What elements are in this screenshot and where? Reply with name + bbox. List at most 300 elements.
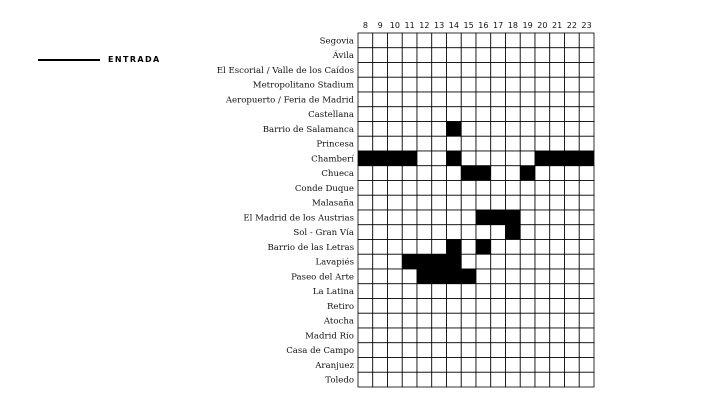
schedule-cell-empty (565, 358, 580, 373)
schedule-cell-filled (476, 240, 491, 255)
schedule-cell-empty (565, 254, 580, 269)
schedule-cell-empty (447, 166, 462, 181)
schedule-cell-empty (579, 284, 594, 299)
schedule-cell-empty (491, 269, 506, 284)
schedule-cell-empty (432, 284, 447, 299)
schedule-cell-empty (491, 254, 506, 269)
schedule-cell-empty (373, 77, 388, 92)
schedule-cell-filled (388, 151, 403, 166)
schedule-cell-empty (358, 181, 373, 196)
schedule-cell-empty (402, 63, 417, 78)
schedule-cell-empty (476, 33, 491, 48)
schedule-cell-filled (520, 166, 535, 181)
schedule-cell-empty (476, 151, 491, 166)
schedule-cell-empty (402, 343, 417, 358)
schedule-cell-empty (373, 343, 388, 358)
schedule-cell-filled (358, 151, 373, 166)
location-labels (217, 36, 355, 385)
location-label-barrio-de-las-letras: Barrio de las Letras (267, 242, 354, 253)
location-label-princesa: Princesa (316, 139, 354, 150)
schedule-cell-empty (476, 358, 491, 373)
schedule-cell-empty (461, 210, 476, 225)
schedule-cell-empty (535, 328, 550, 343)
schedule-cell-empty (579, 225, 594, 240)
location-label-castellana: Castellana (308, 110, 354, 121)
schedule-cell-empty (565, 299, 580, 314)
location-label-segovia: Segovia (319, 36, 354, 47)
schedule-cell-empty (417, 63, 432, 78)
schedule-cell-empty (417, 77, 432, 92)
schedule-cell-empty (358, 328, 373, 343)
schedule-cell-empty (358, 225, 373, 240)
schedule-cell-filled (476, 210, 491, 225)
schedule-cell-empty (506, 151, 521, 166)
schedule-cell-empty (447, 92, 462, 107)
schedule-cell-empty (417, 92, 432, 107)
schedule-cell-empty (579, 210, 594, 225)
schedule-cell-empty (579, 299, 594, 314)
schedule-cell-empty (579, 77, 594, 92)
schedule-cell-empty (417, 151, 432, 166)
schedule-cell-empty (565, 92, 580, 107)
schedule-cell-empty (506, 122, 521, 137)
schedule-cell-empty (461, 328, 476, 343)
schedule-cell-filled (417, 254, 432, 269)
schedule-cell-empty (447, 358, 462, 373)
schedule-cell-empty (535, 284, 550, 299)
location-label-sol-gran-via: Sol - Gran Vía (293, 228, 354, 239)
schedule-cell-empty (358, 166, 373, 181)
schedule-cell-empty (447, 63, 462, 78)
schedule-cell-empty (417, 284, 432, 299)
schedule-cell-empty (358, 77, 373, 92)
location-label-malasana: Malasaña (312, 198, 354, 209)
schedule-cell-empty (491, 343, 506, 358)
location-label-aeropuerto-feria-de-madrid: Aeropuerto / Feria de Madrid (225, 95, 354, 106)
schedule-cell-empty (565, 372, 580, 387)
location-label-chamberi: Chamberí (311, 154, 354, 165)
schedule-cell-empty (550, 284, 565, 299)
schedule-cell-empty (432, 33, 447, 48)
schedule-cell-empty (447, 299, 462, 314)
schedule-cell-empty (402, 48, 417, 63)
schedule-cell-empty (388, 343, 403, 358)
schedule-cell-empty (520, 136, 535, 151)
schedule-cell-empty (476, 92, 491, 107)
schedule-cell-empty (461, 63, 476, 78)
schedule-cell-empty (506, 284, 521, 299)
schedule-cell-empty (535, 48, 550, 63)
schedule-cell-empty (461, 122, 476, 137)
schedule-cell-empty (520, 63, 535, 78)
schedule-cell-empty (417, 299, 432, 314)
schedule-cell-empty (506, 181, 521, 196)
schedule-cell-empty (402, 328, 417, 343)
schedule-cell-empty (491, 33, 506, 48)
schedule-cell-empty (476, 63, 491, 78)
schedule-cell-empty (565, 136, 580, 151)
legend-label: ENTRADA (108, 55, 161, 64)
schedule-cell-empty (579, 181, 594, 196)
schedule-cell-empty (565, 166, 580, 181)
schedule-cell-filled (491, 210, 506, 225)
schedule-cell-empty (447, 328, 462, 343)
schedule-cell-empty (506, 166, 521, 181)
schedule-cell-empty (417, 181, 432, 196)
schedule-cell-empty (447, 48, 462, 63)
schedule-cell-empty (476, 181, 491, 196)
schedule-cell-empty (476, 372, 491, 387)
schedule-cell-empty (358, 284, 373, 299)
location-label-la-latina: La Latina (312, 287, 354, 298)
schedule-cell-empty (447, 284, 462, 299)
schedule-cell-empty (373, 166, 388, 181)
schedule-cell-empty (565, 63, 580, 78)
schedule-cell-empty (417, 122, 432, 137)
schedule-cell-empty (402, 122, 417, 137)
schedule-cell-empty (373, 254, 388, 269)
schedule-cell-filled (402, 254, 417, 269)
schedule-cell-empty (506, 372, 521, 387)
schedule-cell-empty (373, 122, 388, 137)
location-label-paseo-del-arte: Paseo del Arte (291, 272, 354, 283)
schedule-cell-empty (565, 33, 580, 48)
schedule-cell-empty (388, 358, 403, 373)
schedule-cell-empty (461, 151, 476, 166)
schedule-cell-empty (402, 92, 417, 107)
schedule-cell-empty (417, 313, 432, 328)
schedule-cell-empty (550, 122, 565, 137)
schedule-cell-empty (358, 92, 373, 107)
schedule-cell-empty (579, 372, 594, 387)
schedule-cell-empty (447, 313, 462, 328)
schedule-cell-empty (373, 92, 388, 107)
hour-label-15: 15 (463, 21, 474, 30)
schedule-cell-empty (491, 181, 506, 196)
schedule-cell-empty (358, 210, 373, 225)
hour-label-21: 21 (552, 21, 563, 30)
location-label-el-escorial-valle-de-los-caidos: El Escorial / Valle de los Caídos (216, 65, 354, 76)
schedule-cell-empty (565, 195, 580, 210)
schedule-cell-empty (417, 328, 432, 343)
schedule-cell-empty (491, 151, 506, 166)
schedule-cell-empty (447, 136, 462, 151)
schedule-cell-empty (402, 313, 417, 328)
schedule-cell-empty (388, 181, 403, 196)
schedule-cell-empty (358, 63, 373, 78)
schedule-cell-empty (388, 284, 403, 299)
hour-label-16: 16 (478, 21, 489, 30)
schedule-cell-empty (388, 77, 403, 92)
schedule-cell-empty (388, 107, 403, 122)
schedule-cell-empty (579, 92, 594, 107)
schedule-cell-empty (565, 48, 580, 63)
schedule-cell-empty (535, 343, 550, 358)
schedule-cell-empty (402, 77, 417, 92)
schedule-cell-empty (373, 372, 388, 387)
schedule-cell-empty (388, 92, 403, 107)
location-label-lavapies: Lavapiés (315, 257, 354, 268)
schedule-cell-empty (417, 358, 432, 373)
schedule-cell-empty (506, 328, 521, 343)
schedule-cell-empty (506, 343, 521, 358)
schedule-cell-empty (550, 328, 565, 343)
schedule-cell-empty (520, 181, 535, 196)
schedule-cell-empty (358, 240, 373, 255)
schedule-cell-empty (506, 195, 521, 210)
schedule-cell-empty (491, 299, 506, 314)
schedule-cell-empty (432, 181, 447, 196)
schedule-cell-empty (358, 372, 373, 387)
schedule-cell-empty (461, 225, 476, 240)
schedule-cell-empty (447, 107, 462, 122)
schedule-cell-empty (520, 269, 535, 284)
schedule-cell-empty (491, 122, 506, 137)
schedule-cell-empty (358, 358, 373, 373)
schedule-cell-empty (491, 240, 506, 255)
schedule-cell-empty (388, 63, 403, 78)
schedule-cell-empty (535, 136, 550, 151)
schedule-cell-empty (373, 358, 388, 373)
schedule-cell-empty (432, 195, 447, 210)
schedule-cell-empty (461, 372, 476, 387)
hour-label-18: 18 (507, 21, 518, 30)
schedule-cell-empty (520, 77, 535, 92)
schedule-cell-empty (535, 33, 550, 48)
schedule-cell-empty (579, 358, 594, 373)
schedule-cell-empty (579, 136, 594, 151)
schedule-cell-filled (461, 166, 476, 181)
schedule-cell-empty (520, 107, 535, 122)
schedule-cell-empty (402, 166, 417, 181)
schedule-cell-empty (550, 313, 565, 328)
schedule-cell-empty (506, 240, 521, 255)
schedule-cell-empty (550, 299, 565, 314)
schedule-cell-empty (491, 107, 506, 122)
schedule-cell-empty (491, 328, 506, 343)
schedule-cell-filled (447, 151, 462, 166)
schedule-cell-empty (373, 269, 388, 284)
schedule-cell-empty (447, 181, 462, 196)
schedule-cell-empty (447, 343, 462, 358)
schedule-cell-empty (447, 210, 462, 225)
schedule-cell-empty (520, 240, 535, 255)
schedule-cell-empty (550, 92, 565, 107)
schedule-cell-empty (579, 122, 594, 137)
schedule-cell-filled (447, 240, 462, 255)
schedule-cell-filled (550, 151, 565, 166)
schedule-cell-empty (432, 92, 447, 107)
schedule-cell-empty (535, 63, 550, 78)
schedule-cell-empty (373, 63, 388, 78)
schedule-cell-empty (417, 210, 432, 225)
schedule-cell-filled (432, 269, 447, 284)
schedule-cell-empty (565, 77, 580, 92)
schedule-cell-empty (388, 33, 403, 48)
location-label-el-madrid-de-los-austrias: El Madrid de los Austrias (243, 213, 354, 224)
schedule-cell-empty (358, 254, 373, 269)
schedule-cell-empty (432, 122, 447, 137)
schedule-cell-empty (550, 210, 565, 225)
schedule-cell-empty (476, 77, 491, 92)
schedule-cell-empty (417, 166, 432, 181)
schedule-cell-empty (550, 358, 565, 373)
schedule-cell-filled (447, 122, 462, 137)
schedule-cell-empty (417, 225, 432, 240)
schedule-cell-empty (535, 225, 550, 240)
schedule-cell-empty (461, 48, 476, 63)
schedule-cell-empty (417, 372, 432, 387)
schedule-cell-empty (358, 195, 373, 210)
schedule-cell-empty (520, 33, 535, 48)
schedule-cell-empty (491, 77, 506, 92)
schedule-cell-empty (535, 313, 550, 328)
schedule-cell-empty (417, 107, 432, 122)
schedule-cell-empty (476, 48, 491, 63)
schedule-cell-empty (461, 33, 476, 48)
schedule-cell-empty (388, 195, 403, 210)
schedule-cell-empty (491, 166, 506, 181)
schedule-cell-empty (565, 107, 580, 122)
schedule-cell-empty (373, 210, 388, 225)
schedule-cell-empty (358, 343, 373, 358)
schedule-cell-empty (432, 210, 447, 225)
schedule-cell-empty (550, 195, 565, 210)
schedule-cell-empty (565, 313, 580, 328)
schedule-cell-empty (535, 107, 550, 122)
schedule-cell-empty (432, 343, 447, 358)
schedule-cell-empty (506, 254, 521, 269)
schedule-cell-empty (520, 92, 535, 107)
schedule-cell-empty (535, 122, 550, 137)
schedule-cell-empty (402, 107, 417, 122)
schedule-cell-empty (388, 210, 403, 225)
schedule-cell-empty (579, 343, 594, 358)
schedule-cell-empty (491, 225, 506, 240)
schedule-cell-empty (579, 33, 594, 48)
schedule-cell-empty (402, 181, 417, 196)
schedule-cell-empty (447, 33, 462, 48)
location-label-chueca: Chueca (321, 169, 354, 180)
schedule-cell-empty (579, 195, 594, 210)
schedule-cell-empty (388, 313, 403, 328)
schedule-cell-empty (491, 372, 506, 387)
schedule-cell-empty (506, 299, 521, 314)
schedule-cell-empty (506, 107, 521, 122)
schedule-cell-empty (432, 240, 447, 255)
schedule-cell-empty (520, 151, 535, 166)
schedule-cell-empty (535, 254, 550, 269)
schedule-cell-empty (476, 284, 491, 299)
schedule-cell-empty (520, 358, 535, 373)
schedule-cell-empty (565, 269, 580, 284)
hour-label-13: 13 (434, 21, 445, 30)
schedule-cell-empty (388, 122, 403, 137)
schedule-cell-empty (506, 313, 521, 328)
schedule-cell-empty (402, 299, 417, 314)
schedule-cell-empty (520, 195, 535, 210)
location-label-retiro: Retiro (326, 301, 354, 312)
schedule-cell-empty (476, 269, 491, 284)
schedule-cell-empty (535, 77, 550, 92)
schedule-cell-empty (535, 299, 550, 314)
schedule-cell-empty (373, 328, 388, 343)
schedule-cell-empty (520, 254, 535, 269)
schedule-cell-empty (388, 299, 403, 314)
schedule-cell-empty (491, 358, 506, 373)
schedule-cell-empty (535, 372, 550, 387)
schedule-cell-empty (417, 195, 432, 210)
schedule-cell-empty (461, 181, 476, 196)
schedule-cell-empty (550, 48, 565, 63)
schedule-cell-filled (373, 151, 388, 166)
schedule-cell-filled (402, 151, 417, 166)
hour-label-9: 9 (377, 21, 383, 30)
schedule-cell-empty (550, 166, 565, 181)
schedule-cell-empty (550, 240, 565, 255)
schedule-cell-empty (520, 313, 535, 328)
hour-label-17: 17 (493, 21, 504, 30)
schedule-cell-empty (461, 343, 476, 358)
schedule-cell-empty (579, 240, 594, 255)
schedule-cell-empty (432, 358, 447, 373)
schedule-cell-empty (491, 195, 506, 210)
schedule-cell-empty (373, 181, 388, 196)
schedule-cell-empty (476, 195, 491, 210)
schedule-cell-empty (565, 343, 580, 358)
schedule-cell-empty (358, 33, 373, 48)
schedule-cell-empty (550, 181, 565, 196)
schedule-cell-empty (565, 181, 580, 196)
schedule-cell-empty (417, 240, 432, 255)
schedule-cell-empty (461, 358, 476, 373)
schedule-cell-empty (447, 372, 462, 387)
schedule-cell-empty (579, 48, 594, 63)
schedule-cell-empty (520, 210, 535, 225)
schedule-cell-filled (565, 151, 580, 166)
schedule-cell-empty (388, 166, 403, 181)
schedule-cell-empty (417, 48, 432, 63)
schedule-cell-empty (358, 136, 373, 151)
schedule-cell-empty (506, 269, 521, 284)
schedule-cell-empty (476, 328, 491, 343)
schedule-cell-empty (506, 358, 521, 373)
schedule-cell-empty (461, 284, 476, 299)
schedule-cell-empty (373, 299, 388, 314)
hour-label-10: 10 (389, 21, 400, 30)
schedule-cell-empty (535, 181, 550, 196)
schedule-cell-empty (358, 299, 373, 314)
schedule-cell-empty (579, 313, 594, 328)
schedule-cell-empty (388, 225, 403, 240)
schedule-cell-empty (476, 136, 491, 151)
schedule-cell-empty (402, 240, 417, 255)
schedule-cell-empty (565, 284, 580, 299)
location-label-atocha: Atocha (323, 316, 354, 327)
schedule-cell-empty (432, 136, 447, 151)
schedule-cell-empty (550, 33, 565, 48)
schedule-cell-empty (432, 48, 447, 63)
schedule-cell-empty (417, 33, 432, 48)
schedule-cell-empty (476, 299, 491, 314)
schedule-cell-empty (461, 136, 476, 151)
schedule-cell-empty (432, 107, 447, 122)
schedule-cell-empty (373, 284, 388, 299)
schedule-cell-empty (373, 225, 388, 240)
schedule-cell-empty (535, 92, 550, 107)
schedule-cell-empty (402, 284, 417, 299)
schedule-cell-empty (461, 299, 476, 314)
